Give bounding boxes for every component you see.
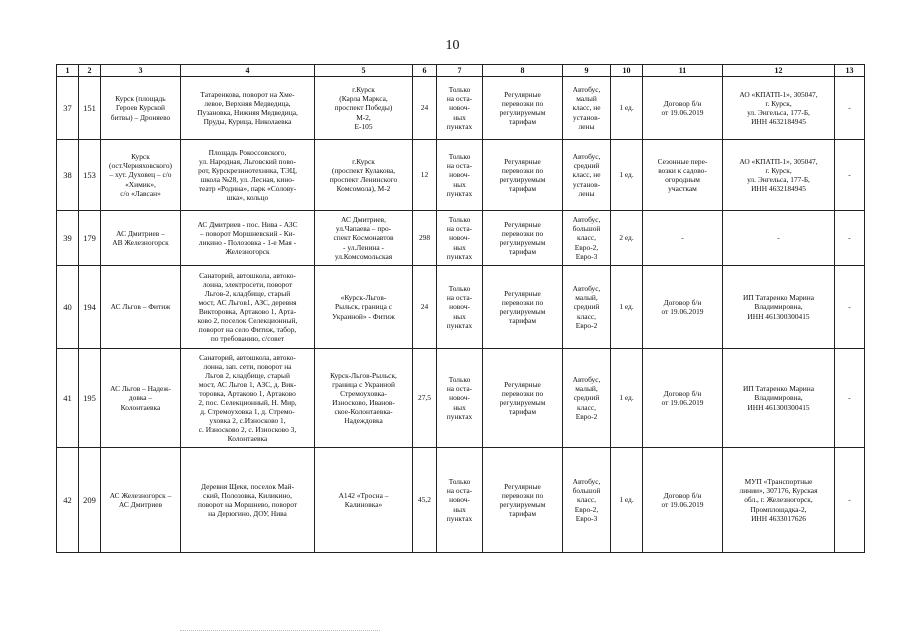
page-number: 10 [445, 38, 460, 53]
carrier: АО «КПАТП-1», 305047, г. Курск, ул. Энгельса, 177-Б, ИНН 4632184945 [723, 77, 835, 140]
row-number: 37 [57, 77, 79, 140]
route-name: Курск (площадь Героев Курской битвы) – Дроняево [101, 77, 181, 140]
vehicle-count: 1 ед. [611, 349, 643, 448]
vehicle-class: Автобус, малый класс, не установ- лены [563, 77, 611, 140]
table-row [57, 77, 865, 140]
route-number: 179 [79, 211, 101, 266]
route-streets: г.Курск (Карла Маркса, проспект Победы) М-2, Е-105 [315, 77, 413, 140]
table-row [57, 266, 865, 349]
column-header: 3 [101, 65, 181, 77]
boarding-order: Только на оста- новоч- ных пунктах [437, 448, 483, 553]
contract: Договор б/н от 19.06.2019 [643, 77, 723, 140]
route-stops: Площадь Рокоссовского, ул. Народная, Льговский пово- рот, Курскрезинотехника, ТЭЦ, школа №28, ул. Лесная, кино- театр «Родина», парк «Солову- шка», кольцо [181, 140, 315, 211]
route-length: 27,5 [413, 349, 437, 448]
table-row [57, 140, 865, 211]
routes-table [56, 64, 865, 553]
route-length: 298 [413, 211, 437, 266]
column-header: 5 [315, 65, 413, 77]
route-name: АС Дмитриев – АВ Железногорск [101, 211, 181, 266]
route-number: 209 [79, 448, 101, 553]
notes: - [835, 211, 865, 266]
route-length: 45,2 [413, 448, 437, 553]
boarding-order: Только на оста- новоч- ных пунктах [437, 349, 483, 448]
route-stops: Санаторий, автошкола, автоко- лонна, электросети, поворот Льгов-2, кладбище, старый мост, АС Льгов1, АЗС, деревня Викторовка, Артаково 1, Арта- ково 2, поселок Селекционный, поворот на село Фитиж, табор, по требованию, с/совет [181, 266, 315, 349]
column-header: 11 [643, 65, 723, 77]
row-number: 39 [57, 211, 79, 266]
carrier: - [723, 211, 835, 266]
route-streets: г.Курск (проспект Кулакова, проспект Ленинского Комсомола), М-2 [315, 140, 413, 211]
notes: - [835, 349, 865, 448]
route-streets: АС Дмитриев, ул.Чапаева – про- спект Космонавтов - ул.Ленина - ул.Комсомольская [315, 211, 413, 266]
route-streets: А142 «Тросна – Калиновка» [315, 448, 413, 553]
route-name: Курск (ост.Черняховского) – хут. Духовец – с/о «Химик», с/о «Лавсан» [101, 140, 181, 211]
notes: - [835, 266, 865, 349]
boarding-order: Только на оста- новоч- ных пунктах [437, 211, 483, 266]
contract: - [643, 211, 723, 266]
transport-type: Регулярные перевозки по регулируемым тарифам [483, 77, 563, 140]
contract: Сезонные пере- возки к садово- огородным участкам [643, 140, 723, 211]
vehicle-count: 1 ед. [611, 140, 643, 211]
row-number: 42 [57, 448, 79, 553]
route-stops: Татаренкова, поворот на Хме- левое, Верхняя Медведица, Пузановка, Нижняя Медведица, Пруды, Курица, Николаевка [181, 77, 315, 140]
vehicle-count: 1 ед. [611, 266, 643, 349]
boarding-order: Только на оста- новоч- ных пунктах [437, 266, 483, 349]
transport-type: Регулярные перевозки по регулируемым тарифам [483, 211, 563, 266]
route-number: 153 [79, 140, 101, 211]
boarding-order: Только на оста- новоч- ных пунктах [437, 140, 483, 211]
column-header: 13 [835, 65, 865, 77]
route-name: АС Железногорск – АС Дмитриев [101, 448, 181, 553]
route-stops: Санаторий, автошкола, автоко- лонна, зап. сети, поворот на Льгов 2, кладбище, старый мост, АС Льгов 1, АЗС, д. Вик- торовка, Артаково 1, Артаково 2, пос. Селекционный, Н. Мир, д. Стремоуховка 1, д. Стремо- уховка 2, с.Износково 1, с. Износково 2, с. Износково 3, Колонтаевка [181, 349, 315, 448]
carrier: АО «КПАТП-1», 305047, г. Курск, ул. Энгельса, 177-Б, ИНН 4632184945 [723, 140, 835, 211]
vehicle-class: Автобус, средний класс, не установ- лены [563, 140, 611, 211]
route-streets: «Курск-Льгов- Рыльск, граница с Украиной» - Фитиж [315, 266, 413, 349]
notes: - [835, 140, 865, 211]
carrier: ИП Татаренко Марина Владимировна, ИНН 461300300415 [723, 266, 835, 349]
scan-artifact-line [180, 630, 380, 634]
vehicle-class: Автобус, малый, средний класс, Евро-2 [563, 349, 611, 448]
table-row [57, 211, 865, 266]
column-header: 2 [79, 65, 101, 77]
vehicle-class: Автобус, большой класс, Евро-2, Евро-3 [563, 448, 611, 553]
column-header: 1 [57, 65, 79, 77]
row-number: 38 [57, 140, 79, 211]
route-name: АС Льгов – Фитиж [101, 266, 181, 349]
contract: Договор б/н от 19.06.2019 [643, 448, 723, 553]
notes: - [835, 448, 865, 553]
column-header: 8 [483, 65, 563, 77]
notes: - [835, 77, 865, 140]
vehicle-count: 1 ед. [611, 448, 643, 553]
column-header: 10 [611, 65, 643, 77]
route-number: 151 [79, 77, 101, 140]
transport-type: Регулярные перевозки по регулируемым тарифам [483, 140, 563, 211]
route-length: 24 [413, 266, 437, 349]
column-header: 6 [413, 65, 437, 77]
transport-type: Регулярные перевозки по регулируемым тарифам [483, 266, 563, 349]
route-number: 195 [79, 349, 101, 448]
carrier: ИП Татаренко Марина Владимировна, ИНН 461300300415 [723, 349, 835, 448]
route-number: 194 [79, 266, 101, 349]
route-length: 12 [413, 140, 437, 211]
transport-type: Регулярные перевозки по регулируемым тарифам [483, 448, 563, 553]
column-header: 9 [563, 65, 611, 77]
route-stops: АС Дмитриев - пос. Нива - АЗС – поворот Моршневский - Ки- ликино - Полозовка - 1-е Мая - Железногорск [181, 211, 315, 266]
route-stops: Деревня Щекя, поселок Май- ский, Полозовка, Киликино, поворот на Моршнево, поворот на Дерюгино, ДОУ, Нива [181, 448, 315, 553]
row-number: 40 [57, 266, 79, 349]
contract: Договор б/н от 19.06.2019 [643, 349, 723, 448]
table-row [57, 349, 865, 448]
boarding-order: Только на оста- новоч- ных пунктах [437, 77, 483, 140]
carrier: МУП «Транспортные линии», 307176, Курская обл., г. Железногорск, Промплощадка-2, ИНН 4633017626 [723, 448, 835, 553]
vehicle-count: 1 ед. [611, 77, 643, 140]
column-header: 7 [437, 65, 483, 77]
route-length: 24 [413, 77, 437, 140]
column-header: 4 [181, 65, 315, 77]
row-number: 41 [57, 349, 79, 448]
column-header: 12 [723, 65, 835, 77]
vehicle-class: Автобус, малый, средний класс, Евро-2 [563, 266, 611, 349]
header-row [57, 65, 865, 77]
vehicle-count: 2 ед. [611, 211, 643, 266]
contract: Договор б/н от 19.06.2019 [643, 266, 723, 349]
transport-type: Регулярные перевозки по регулируемым тарифам [483, 349, 563, 448]
table-row [57, 448, 865, 553]
vehicle-class: Автобус, большой класс, Евро-2, Евро-3 [563, 211, 611, 266]
route-streets: Курск-Льгов-Рыльск, граница с Украиной Стремоуховка- Износково, Иванов- ское-Колонтаевка- Надеждовка [315, 349, 413, 448]
route-name: АС Льгов – Надеж- довка – Колонтаевка [101, 349, 181, 448]
